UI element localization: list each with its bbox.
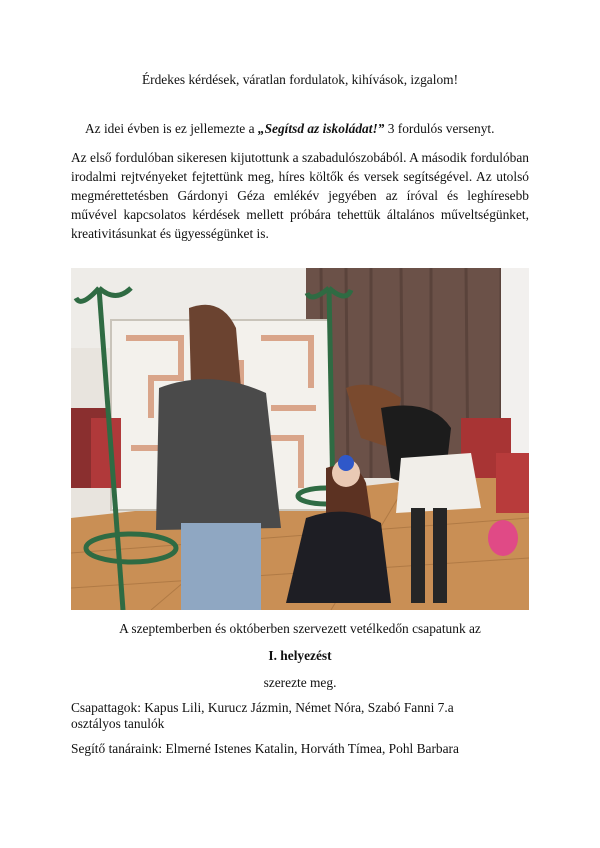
placement: I. helyezést (268, 648, 332, 663)
headline: Érdekes kérdések, váratlan fordulatok, kihívások, izgalom! (141, 72, 459, 87)
competition-name: „Segítsd az iskoládat!” (257, 121, 385, 136)
result-line-1: A szeptemberben és októberben szervezett vetélkedőn csapatunk az (119, 621, 481, 636)
intro-after: 3 fordulós versenyt. (384, 121, 495, 136)
intro-before: Az idei évben is ez jellemezte a (85, 121, 258, 136)
result-line-3: szerezte meg. (263, 675, 337, 690)
team-photo (71, 268, 529, 610)
team-members (71, 700, 531, 732)
intro-line (85, 121, 545, 137)
body-paragraph: Az első fordulóban sikeresen kijutottunk a szabadulószobából. A második fordulóban irodalmi rejtvényeket fejtettünk meg, híres költők és versek segítségével. Az utolsó megmérettetésben Gárdonyi Géza emlékév jegyében az íróval és leghíresebb művével kapcsolatos kérdések mellett próbára tehettük általános műveltségünket, kreativitásunkat és ügyességünket is. (71, 150, 529, 241)
team-line-2: osztályos tanulók (71, 716, 165, 731)
teachers: Segítő tanáraink: Elmerné Istenes Katalin, Horváth Tímea, Pohl Barbara (71, 741, 459, 756)
team-line-1: Csapattagok: Kapus Lili, Kurucz Jázmin, Német Nóra, Szabó Fanni 7.a (71, 700, 454, 715)
